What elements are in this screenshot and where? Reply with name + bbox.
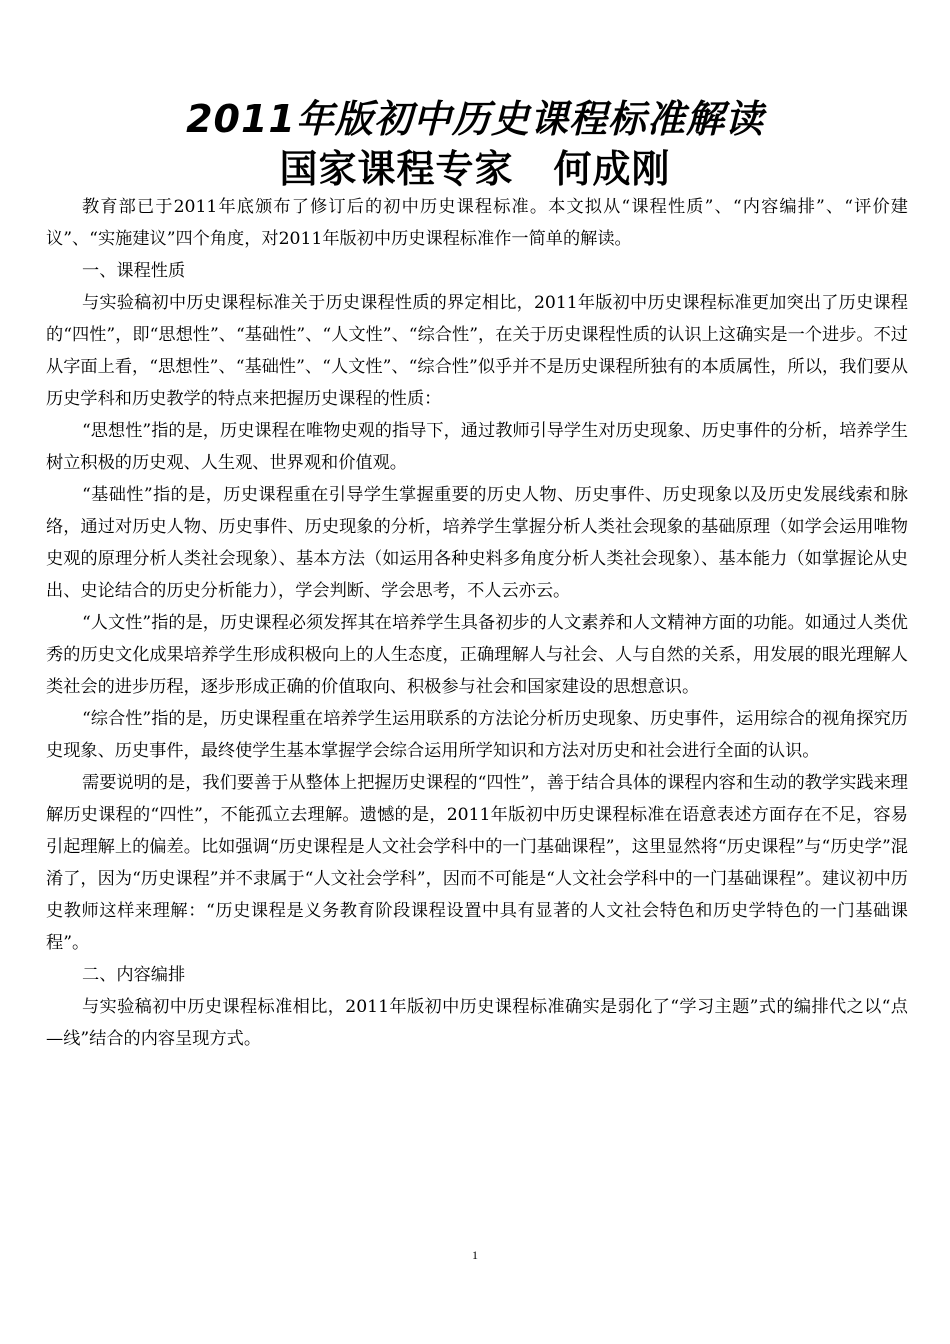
paragraph: 与实验稿初中历史课程标准关于历史课程性质的界定相比，2011年版初中历史课程标准更加突出了历史课程的“四性”，即“思想性”、“基础性”、“人文性”、“综合性”，在关于历史课程性质的认识上这确实是一个进步。不过从字面上看，“思想性”、“基础性”、“人文性”、“综合性”似乎并不是历史课程所独有的本质属性，所以，我们要从历史学科和历史教学的特点来把握历史课程的性质：	[46, 293, 908, 409]
section-heading-course-nature: 一、课程性质	[82, 261, 186, 281]
page-number: 1	[472, 1248, 478, 1262]
author-name: 何成刚	[553, 147, 671, 191]
section-heading-content-arrangement: 二、内容编排	[82, 965, 186, 985]
paragraph: “思想性”指的是，历史课程在唯物史观的指导下，通过教师引导学生对历史现象、历史事件的分析，培养学生树立积极的历史观、人生观、世界观和价值观。	[46, 421, 908, 473]
paragraph: 与实验稿初中历史课程标准相比，2011年版初中历史课程标准确实是弱化了“学习主题”式的编排代之以“点—线”结合的内容呈现方式。	[46, 997, 908, 1049]
author-line	[0, 146, 950, 192]
author-affiliation: 国家课程专家	[279, 147, 514, 191]
paragraph: “基础性”指的是，历史课程重在引导学生掌握重要的历史人物、历史事件、历史现象以及历史发展线索和脉络，通过对历史人物、历史事件、历史现象的分析，培养学生掌握分析人类社会现象的基础原理（如学会运用唯物史观的原理分析人类社会现象）、基本方法（如运用各种史料多角度分析人类社会现象）、基本能力（如掌握论从史出、史论结合的历史分析能力），学会判断、学会思考，不人云亦云。	[46, 485, 908, 601]
document-body	[46, 191, 908, 1055]
paragraph: “人文性”指的是，历史课程必须发挥其在培养学生具备初步的人文素养和人文精神方面的功能。如通过人类优秀的历史文化成果培养学生形成积极向上的人生态度，正确理解人与社会、人与自然的关系，用发展的眼光理解人类社会的进步历程，逐步形成正确的价值取向、积极参与社会和国家建设的思想意识。	[46, 613, 908, 697]
paragraph-intro: 教育部已于2011年底颁布了修订后的初中历史课程标准。本文拟从“课程性质”、“内容编排”、“评价建议”、“实施建议”四个角度，对2011年版初中历史课程标准作一简单的解读。	[46, 197, 908, 249]
paragraph: “综合性”指的是，历史课程重在培养学生运用联系的方法论分析历史现象、历史事件，运用综合的视角探究历史现象、历史事件，最终使学生基本掌握学会综合运用所学知识和方法对历史和社会进行全面的认识。	[46, 709, 908, 761]
document-title: 2011年版初中历史课程标准解读	[186, 97, 764, 141]
paragraph: 需要说明的是，我们要善于从整体上把握历史课程的“四性”，善于结合具体的课程内容和生动的教学实践来理解历史课程的“四性”，不能孤立去理解。遗憾的是，2011年版初中历史课程标准在语意表述方面存在不足，容易引起理解上的偏差。比如强调“历史课程是人文社会学科中的一门基础课程”，这里显然将“历史课程”与“历史学”混淆了，因为“历史课程”并不隶属于“人文社会学科”，因而不可能是“人文社会学科中的一门基础课程”。建议初中历史教师这样来理解：“历史课程是义务教育阶段课程设置中具有显著的人文社会特色和历史学特色的一门基础课程”。	[46, 773, 908, 953]
